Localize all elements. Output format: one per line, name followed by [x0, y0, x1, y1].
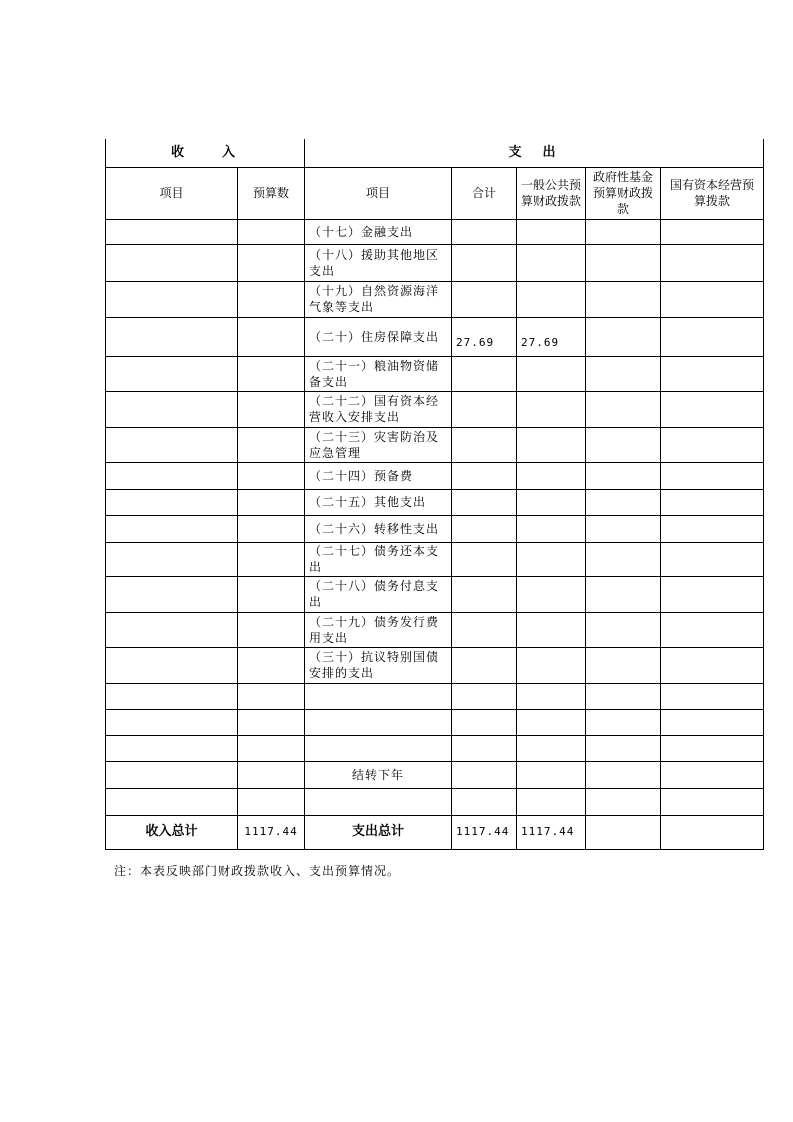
table-row: [106, 427, 764, 462]
carry-forward-label: 结转下年: [305, 761, 452, 788]
row-total: [452, 489, 517, 515]
row-general: [517, 515, 586, 542]
expense-item: （十七）金融支出: [305, 219, 452, 244]
expense-general-value: 1117.44: [517, 815, 586, 849]
empty-row: [106, 788, 764, 815]
col-expense-item: 项目: [305, 167, 452, 219]
row-general: [517, 462, 586, 489]
row-total: [452, 356, 517, 391]
col-total: 合计: [452, 167, 517, 219]
expense-item: （二十五）其他支出: [305, 489, 452, 515]
expense-item: （十八）援助其他地区支出: [305, 244, 452, 281]
table-row: [106, 515, 764, 542]
row-total: [452, 462, 517, 489]
expense-item: （二十八）债务付息支出: [305, 576, 452, 612]
row-total: [452, 219, 517, 244]
row-general: [517, 612, 586, 647]
expense-item: （二十一）粮油物资储备支出: [305, 356, 452, 391]
col-general-public: 一般公共预算财政拨款: [517, 167, 586, 219]
col-income-item: 项目: [106, 167, 238, 219]
income-total-label: 收入总计: [106, 815, 238, 849]
expense-item: （二十七）债务还本支出: [305, 542, 452, 576]
budget-table: [105, 139, 764, 850]
column-header-row: [106, 167, 764, 219]
empty-row: [106, 683, 764, 709]
row-total: [452, 515, 517, 542]
table-row: [106, 244, 764, 281]
totals-row: [106, 815, 764, 849]
table-note: 注：本表反映部门财政拨款收入、支出预算情况。: [114, 864, 401, 878]
row-general: [517, 427, 586, 462]
table-row: [106, 391, 764, 427]
row-general: [517, 219, 586, 244]
col-state-capital: 国有资本经营预算拨款: [661, 167, 764, 219]
row-total: [452, 576, 517, 612]
table-row: [106, 489, 764, 515]
row-total: [452, 427, 517, 462]
expense-total-label: 支出总计: [305, 815, 452, 849]
table-row: [106, 219, 764, 244]
row-general: [517, 356, 586, 391]
expense-total-value: 1117.44: [452, 815, 517, 849]
row-general: [517, 244, 586, 281]
table-row: [106, 612, 764, 647]
expense-header: 支 出: [305, 139, 764, 167]
expense-item: （二十四）预备费: [305, 462, 452, 489]
row-total: [452, 281, 517, 317]
row-total: [452, 612, 517, 647]
expense-item: （三十）抗议特别国债安排的支出: [305, 647, 452, 683]
table-row: [106, 317, 764, 356]
row-general: [517, 576, 586, 612]
table-row: [106, 281, 764, 317]
row-total: [452, 244, 517, 281]
col-gov-fund: 政府性基金预算财政拨款: [586, 167, 661, 219]
expense-item: （二十二）国有资本经营收入安排支出: [305, 391, 452, 427]
table-row: [106, 542, 764, 576]
row-general: [517, 281, 586, 317]
row-general: [517, 542, 586, 576]
expense-item: （二十）住房保障支出: [305, 317, 452, 356]
row-general: [517, 489, 586, 515]
carry-forward-row: [106, 761, 764, 788]
row-total: [452, 542, 517, 576]
row-total: [452, 391, 517, 427]
col-income-budget: 预算数: [238, 167, 305, 219]
expense-item: （十九）自然资源海洋气象等支出: [305, 281, 452, 317]
table-row: [106, 356, 764, 391]
table-row: [106, 576, 764, 612]
row-total: [452, 647, 517, 683]
income-total-value: 1117.44: [238, 815, 305, 849]
row-general: 27.69: [517, 317, 586, 356]
row-total: 27.69: [452, 317, 517, 356]
table-row: [106, 647, 764, 683]
table-row: [106, 462, 764, 489]
empty-row: [106, 709, 764, 735]
expense-item: （二十三）灾害防治及应急管理: [305, 427, 452, 462]
row-general: [517, 391, 586, 427]
expense-item: （二十六）转移性支出: [305, 515, 452, 542]
empty-row: [106, 735, 764, 761]
table-section-header: [106, 139, 764, 167]
expense-item: （二十九）债务发行费用支出: [305, 612, 452, 647]
row-general: [517, 647, 586, 683]
income-header: 收 入: [106, 139, 305, 167]
